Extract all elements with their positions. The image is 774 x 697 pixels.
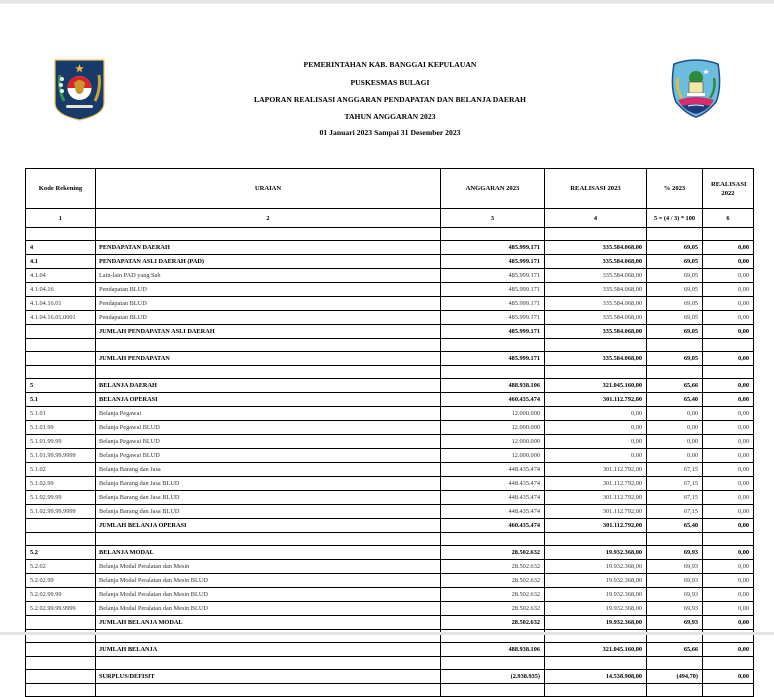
percent-2023-cell: 69,93 (647, 546, 703, 560)
realization-2022-cell: 0,00 (703, 311, 754, 325)
col-number-3: 3 (441, 209, 545, 228)
realization-2022-cell (703, 657, 754, 670)
col-number-2: 2 (96, 209, 441, 228)
budget-2023-cell: 485.999.171 (441, 325, 545, 339)
percent-2023-cell: 65,66 (647, 379, 703, 393)
percent-2023-cell: 69,93 (647, 602, 703, 616)
viewer-top-bar (0, 0, 774, 4)
table-row (26, 421, 754, 435)
description-cell: JUMLAH PENDAPATAN ASLI DAERAH (96, 325, 441, 339)
realization-2023-cell (545, 657, 647, 670)
realization-2022-cell (703, 366, 754, 379)
realization-2022-cell: 0,00 (703, 269, 754, 283)
percent-2023-cell: 0,00 (647, 449, 703, 463)
description-cell: BELANJA OPERASI (96, 393, 441, 407)
budget-2023-cell: 28.502.632 (441, 574, 545, 588)
realization-2023-cell: 301.112.792,00 (545, 463, 647, 477)
realization-2023-cell: 19.932.368,00 (545, 560, 647, 574)
budget-2023-cell: 488.938.106 (441, 379, 545, 393)
header-institution-name: PUSKESMAS BULAGI (350, 78, 430, 87)
account-code-cell: 5.1.02.99 (26, 477, 96, 491)
budget-2023-cell: 448.435.474 (441, 477, 545, 491)
realization-2022-cell: 0,00 (703, 491, 754, 505)
table-row (26, 505, 754, 519)
account-code-cell (26, 366, 96, 379)
account-code-cell (26, 670, 96, 684)
table-row (26, 269, 754, 283)
percent-2023-cell: 65,40 (647, 393, 703, 407)
budget-2023-cell: 28.502.632 (441, 602, 545, 616)
realization-2023-cell: 335.584.068,00 (545, 241, 647, 255)
description-cell: Belanja Barang dan Jasa (96, 463, 441, 477)
realization-2023-cell: 19.932.368,00 (545, 616, 647, 630)
account-code-cell: 5.2.02.99.99 (26, 588, 96, 602)
col-header-uraian: URAIAN (96, 169, 441, 209)
realization-2023-cell: 0,00 (545, 421, 647, 435)
realization-2023-cell (545, 366, 647, 379)
budget-2023-cell: 485.999.171 (441, 241, 545, 255)
budget-2023-cell (441, 684, 545, 697)
description-cell: Belanja Barang dan Jasa BLUD (96, 491, 441, 505)
table-spacer-row (26, 684, 754, 697)
account-code-cell: 4.1.04 (26, 269, 96, 283)
percent-2023-cell: 69,93 (647, 616, 703, 630)
budget-2023-cell: 485.999.171 (441, 283, 545, 297)
realization-2023-cell: 335.584.068,00 (545, 255, 647, 269)
table-body (26, 228, 754, 697)
table-spacer-row (26, 339, 754, 352)
budget-2023-cell: 485.999.171 (441, 269, 545, 283)
account-code-cell: 5.2.02.99.99.9999 (26, 602, 96, 616)
description-cell: Lain-lain PAD yang Sah (96, 269, 441, 283)
table-row (26, 352, 754, 366)
description-cell: Belanja Barang dan Jasa BLUD (96, 505, 441, 519)
percent-2023-cell (647, 366, 703, 379)
percent-2023-cell (647, 684, 703, 697)
account-code-cell: 5.1.01 (26, 407, 96, 421)
account-code-cell: 4.1.04.16.01.0001 (26, 311, 96, 325)
realization-2022-cell: 0,00 (703, 616, 754, 630)
budget-2023-cell: 28.502.632 (441, 588, 545, 602)
percent-2023-cell: 67,15 (647, 463, 703, 477)
description-cell: Belanja Pegawai (96, 407, 441, 421)
budget-2023-cell: 448.435.474 (441, 463, 545, 477)
column-number-row (26, 209, 754, 228)
description-cell: Pendapatan BLUD (96, 297, 441, 311)
account-code-cell (26, 352, 96, 366)
col-header-realisasi-2022: REALISASI 2022 (703, 169, 754, 209)
realization-2023-cell: 301.112.792,00 (545, 505, 647, 519)
account-code-cell: 4.1 (26, 255, 96, 269)
description-cell: Belanja Pegawai BLUD (96, 449, 441, 463)
realization-2022-cell (703, 684, 754, 697)
realization-2022-cell: 0,00 (703, 602, 754, 616)
percent-2023-cell: 0,00 (647, 421, 703, 435)
col-number-4: 4 (545, 209, 647, 228)
table-row (26, 602, 754, 616)
account-code-cell (26, 339, 96, 352)
realization-2023-cell: 19.932.368,00 (545, 546, 647, 560)
realization-2023-cell (545, 684, 647, 697)
realization-2022-cell: 0,00 (703, 297, 754, 311)
account-code-cell: 5.1.02 (26, 463, 96, 477)
table-row (26, 407, 754, 421)
description-cell (96, 228, 441, 241)
table-row (26, 241, 754, 255)
percent-2023-cell: 69,93 (647, 574, 703, 588)
table-row (26, 435, 754, 449)
realization-2022-cell: 0,00 (703, 255, 754, 269)
budget-2023-cell: 488.938.106 (441, 643, 545, 657)
description-cell: SURPLUS/DEFISIT (96, 670, 441, 684)
budget-2023-cell: 12.000.000 (441, 449, 545, 463)
realization-2022-cell: 0,00 (703, 241, 754, 255)
realization-2022-cell: 0,00 (703, 325, 754, 339)
account-code-cell (26, 684, 96, 697)
percent-2023-cell: 69,93 (647, 588, 703, 602)
percent-2023-cell: 69,05 (647, 311, 703, 325)
realization-2023-cell: 301.112.792,00 (545, 393, 647, 407)
realization-2022-cell: 0,00 (703, 477, 754, 491)
table-row (26, 588, 754, 602)
realization-2023-cell: 321.045.160,00 (545, 379, 647, 393)
table-spacer-row (26, 366, 754, 379)
realization-2022-cell: 0,00 (703, 574, 754, 588)
percent-2023-cell (647, 228, 703, 241)
realization-2022-cell: 0,00 (703, 283, 754, 297)
realization-2023-cell: 301.112.792,00 (545, 491, 647, 505)
table-row (26, 560, 754, 574)
realization-2023-cell (545, 339, 647, 352)
realization-2023-cell: 335.584.068,00 (545, 269, 647, 283)
percent-2023-cell: 69,05 (647, 255, 703, 269)
budget-2023-cell: 460.435.474 (441, 519, 545, 533)
budget-2023-cell (441, 339, 545, 352)
table-row (26, 379, 754, 393)
report-fiscal-year: TAHUN ANGGARAN 2023 (344, 112, 436, 121)
realization-2022-cell: 0,00 (703, 407, 754, 421)
table-row (26, 670, 754, 684)
realization-2023-cell: 14.538.908,00 (545, 670, 647, 684)
table-row (26, 616, 754, 630)
realization-2022-cell: 0,00 (703, 449, 754, 463)
table-row (26, 325, 754, 339)
table-header-row (26, 169, 754, 209)
percent-2023-cell: 69,05 (647, 283, 703, 297)
account-code-cell: 4.1.04.16 (26, 283, 96, 297)
realization-2022-cell: 0,00 (703, 519, 754, 533)
table-spacer-row (26, 533, 754, 546)
report-period: 01 Januari 2023 Sampai 31 Desember 2023 (319, 128, 461, 137)
description-cell: Belanja Modal Peralatan dan Mesin BLUD (96, 602, 441, 616)
percent-2023-cell: 0,00 (647, 435, 703, 449)
table-row (26, 643, 754, 657)
report-title: LAPORAN REALISASI ANGGARAN PENDAPATAN DAN BELANJA DAERAH (254, 95, 526, 104)
account-code-cell: 4 (26, 241, 96, 255)
description-cell: JUMLAH BELANJA MODAL (96, 616, 441, 630)
realization-2023-cell: 19.932.368,00 (545, 588, 647, 602)
table-row (26, 311, 754, 325)
percent-2023-cell (647, 657, 703, 670)
percent-2023-cell: 69,05 (647, 352, 703, 366)
realization-2022-cell: 0,00 (703, 546, 754, 560)
budget-2023-cell: (2.938.935) (441, 670, 545, 684)
description-cell: JUMLAH BELANJA (96, 643, 441, 657)
budget-2023-cell (441, 533, 545, 546)
account-code-cell: 5.1.02.99.99.9999 (26, 505, 96, 519)
realization-2022-cell (703, 228, 754, 241)
header-government-name: PEMERINTAHAN KAB. BANGGAI KEPULAUAN (303, 60, 477, 69)
table-spacer-row (26, 228, 754, 241)
budget-2023-cell: 460.435.474 (441, 393, 545, 407)
col-number-6: 6 (703, 209, 754, 228)
percent-2023-cell (647, 339, 703, 352)
table-row (26, 477, 754, 491)
table-row (26, 255, 754, 269)
realization-2022-cell (703, 533, 754, 546)
budget-2023-cell: 28.502.632 (441, 560, 545, 574)
account-code-cell: 5.1.01.99.99.9999 (26, 449, 96, 463)
budget-2023-cell: 28.502.632 (441, 546, 545, 560)
account-code-cell: 5.1 (26, 393, 96, 407)
percent-2023-cell: (494,70) (647, 670, 703, 684)
realization-2022-cell: 0,00 (703, 435, 754, 449)
budget-2023-cell: 485.999.171 (441, 255, 545, 269)
description-cell: PENDAPATAN DAERAH (96, 241, 441, 255)
realization-2022-cell: 0,00 (703, 463, 754, 477)
realization-2023-cell: 301.112.792,00 (545, 477, 647, 491)
realization-2023-cell: 321.045.160,00 (545, 643, 647, 657)
budget-realization-table (25, 168, 754, 697)
table-row (26, 449, 754, 463)
realization-2023-cell (545, 228, 647, 241)
account-code-cell: 5.2.02 (26, 560, 96, 574)
description-cell: Belanja Modal Peralatan dan Mesin (96, 560, 441, 574)
description-cell (96, 366, 441, 379)
table-row (26, 283, 754, 297)
realization-2022-cell: 0,00 (703, 505, 754, 519)
account-code-cell (26, 533, 96, 546)
realization-2022-cell: 0,00 (703, 560, 754, 574)
description-cell: BELANJA DAERAH (96, 379, 441, 393)
realization-2023-cell: 335.584.068,00 (545, 283, 647, 297)
banggai-kepulauan-emblem-icon (670, 58, 722, 118)
realization-2023-cell: 0,00 (545, 435, 647, 449)
description-cell: Belanja Pegawai BLUD (96, 421, 441, 435)
description-cell (96, 657, 441, 670)
percent-2023-cell (647, 533, 703, 546)
description-cell: Pendapatan BLUD (96, 311, 441, 325)
account-code-cell: 4.1.04.16.01 (26, 297, 96, 311)
description-cell: JUMLAH BELANJA OPERASI (96, 519, 441, 533)
description-cell: Belanja Barang dan Jasa BLUD (96, 477, 441, 491)
account-code-cell (26, 228, 96, 241)
description-cell: JUMLAH PENDAPATAN (96, 352, 441, 366)
realization-2022-cell (703, 339, 754, 352)
realization-2023-cell: 335.584.068,00 (545, 325, 647, 339)
realization-2022-cell: 0,00 (703, 670, 754, 684)
percent-2023-cell: 69,05 (647, 325, 703, 339)
percent-2023-cell: 65,66 (647, 643, 703, 657)
description-cell: Belanja Modal Peralatan dan Mesin BLUD (96, 574, 441, 588)
table-row (26, 546, 754, 560)
realization-2022-cell: 0,00 (703, 643, 754, 657)
description-cell (96, 339, 441, 352)
percent-2023-cell: 69,05 (647, 297, 703, 311)
description-cell: PENDAPATAN ASLI DAERAH (PAD) (96, 255, 441, 269)
budget-2023-cell: 12.000.000 (441, 407, 545, 421)
table-spacer-row (26, 657, 754, 670)
budget-2023-cell: 485.999.171 (441, 352, 545, 366)
account-code-cell (26, 325, 96, 339)
col-header-realisasi-2023: REALISASI 2023 (545, 169, 647, 209)
realization-2023-cell: 301.112.792,00 (545, 519, 647, 533)
account-code-cell: 5.2 (26, 546, 96, 560)
realization-2022-cell: 0,00 (703, 352, 754, 366)
percent-2023-cell: 69,05 (647, 269, 703, 283)
percent-2023-cell: 69,05 (647, 241, 703, 255)
account-code-cell: 5.2.02.99 (26, 574, 96, 588)
budget-2023-cell: 485.999.171 (441, 311, 545, 325)
account-code-cell (26, 643, 96, 657)
realization-2023-cell: 335.584.068,00 (545, 311, 647, 325)
table-row (26, 574, 754, 588)
col-header-persen-2023: % 2023 (647, 169, 703, 209)
account-code-cell: 5 (26, 379, 96, 393)
budget-2023-cell (441, 657, 545, 670)
col-header-anggaran-2023: ANGGARAN 2023 (441, 169, 545, 209)
account-code-cell (26, 519, 96, 533)
description-cell: Belanja Pegawai BLUD (96, 435, 441, 449)
table-row (26, 297, 754, 311)
percent-2023-cell: 67,15 (647, 477, 703, 491)
budget-2023-cell: 12.000.000 (441, 435, 545, 449)
account-code-cell: 5.1.01.99.99 (26, 435, 96, 449)
realization-2023-cell: 19.932.368,00 (545, 602, 647, 616)
budget-2023-cell: 28.502.632 (441, 616, 545, 630)
kemendagri-emblem-icon (54, 59, 105, 121)
budget-2023-cell: 485.999.171 (441, 297, 545, 311)
col-number-5: 5 = (4 / 3) * 100 (647, 209, 703, 228)
description-cell: Pendapatan BLUD (96, 283, 441, 297)
description-cell (96, 684, 441, 697)
realization-2023-cell: 0,00 (545, 407, 647, 421)
realization-2023-cell: 0,00 (545, 449, 647, 463)
description-cell: Belanja Modal Peralatan dan Mesin BLUD (96, 588, 441, 602)
realization-2022-cell: 0,00 (703, 421, 754, 435)
realization-2022-cell: 0,00 (703, 588, 754, 602)
col-header-kode-rekening: Kode Rekening (26, 169, 96, 209)
budget-2023-cell (441, 366, 545, 379)
percent-2023-cell: 67,15 (647, 491, 703, 505)
account-code-cell (26, 616, 96, 630)
realization-2023-cell (545, 533, 647, 546)
percent-2023-cell: 67,15 (647, 505, 703, 519)
table-row (26, 491, 754, 505)
account-code-cell: 5.1.01.99 (26, 421, 96, 435)
percent-2023-cell: 65,40 (647, 519, 703, 533)
budget-2023-cell: 448.435.474 (441, 505, 545, 519)
table-row (26, 393, 754, 407)
realization-2023-cell: 19.932.368,00 (545, 574, 647, 588)
account-code-cell (26, 657, 96, 670)
percent-2023-cell: 0,00 (647, 407, 703, 421)
description-cell (96, 533, 441, 546)
table-row (26, 519, 754, 533)
col-number-1: 1 (26, 209, 96, 228)
percent-2023-cell: 69,93 (647, 560, 703, 574)
realization-2023-cell: 335.584.068,00 (545, 297, 647, 311)
description-cell: BELANJA MODAL (96, 546, 441, 560)
account-code-cell: 5.1.02.99.99 (26, 491, 96, 505)
table-row (26, 463, 754, 477)
budget-2023-cell (441, 228, 545, 241)
realization-2023-cell: 335.584.068,00 (545, 352, 647, 366)
realization-2022-cell: 0,00 (703, 393, 754, 407)
realization-2022-cell: 0,00 (703, 379, 754, 393)
budget-2023-cell: 12.000.000 (441, 421, 545, 435)
budget-2023-cell: 448.435.474 (441, 491, 545, 505)
